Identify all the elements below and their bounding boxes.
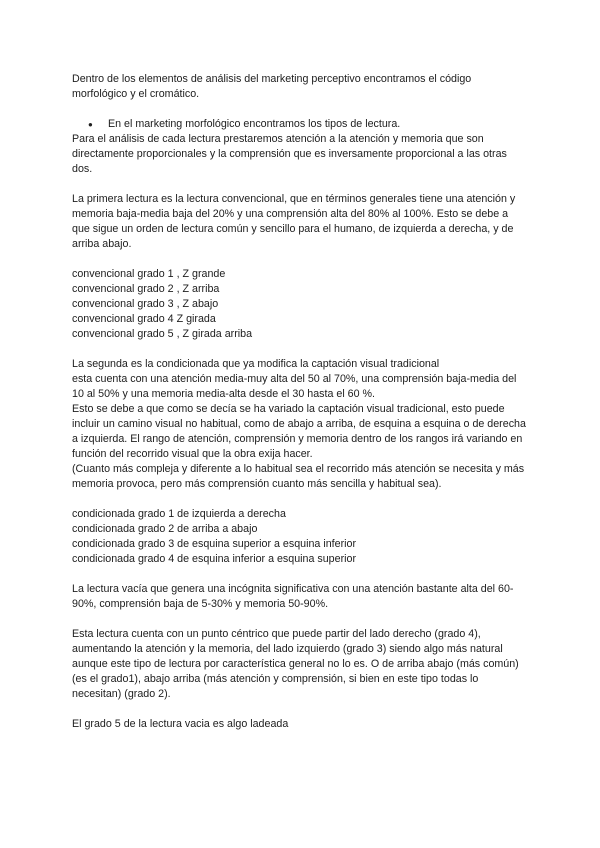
bullet-dot-icon: ● (88, 120, 93, 129)
list-item: convencional grado 1 , Z grande (72, 268, 226, 280)
segunda-paragraph-4: (Cuanto más compleja y diferente a lo habitual sea el recorrido más atención se necesita y más memoria provoca, pero más comprensión cuanto más sencilla y habitual sea). (72, 463, 525, 490)
convencional-list (72, 267, 528, 342)
segunda-paragraph-3: Esto se debe a que como se decía se ha variado la captación visual tradicional, esto puede incluir un camino visual no habitual, como de abajo a arriba, de esquina a esquina o de derecha a izquierda. El rango de atención, comprensión y memoria dentro de los rangos irá variando en función del recorrido visual que la obra exija hacer. (72, 403, 526, 460)
condicionada-list (72, 507, 528, 567)
list-item: condicionada grado 3 de esquina superior a esquina inferior (72, 538, 357, 550)
segunda-paragraph-1: La segunda es la condicionada que ya modifica la captación visual tradicional (72, 358, 440, 370)
list-item: convencional grado 3 , Z abajo (72, 298, 219, 310)
list-item: convencional grado 5 , Z girada arriba (72, 328, 253, 340)
list-item: condicionada grado 2 de arriba a abajo (72, 523, 258, 535)
bullet-item (72, 117, 528, 132)
bullet-text: En el marketing morfológico encontramos los tipos de lectura. (108, 118, 401, 130)
list-item: condicionada grado 1 de izquierda a derecha (72, 508, 286, 520)
grado5-paragraph: El grado 5 de la lectura vacia es algo ladeada (72, 718, 289, 730)
list-item: condicionada grado 4 de esquina inferior a esquina superior (72, 553, 357, 565)
centrico-paragraph: Esta lectura cuenta con un punto céntrico que puede partir del lado derecho (grado 4), aumentando la atención y la memoria, del lado izquierdo (grado 3) siendo algo más natural aunque este tipo de lectura por característica general no lo es. O de arriba abajo (más común) (es el grado1), abajo arriba (más atención y comprensión, si bien en este tipo todas lo necesitan) (grado 2). (72, 628, 519, 700)
primera-paragraph: La primera lectura es la lectura convencional, que en términos generales tiene una atención y memoria baja-media baja del 20% y una comprensión alta del 80% al 100%. Esto se debe a que sigue un orden de lectura común y sencillo para el humano, de izquierda a derecha, y de arriba abajo. (72, 193, 516, 250)
document-page (72, 72, 528, 732)
vacia-paragraph: La lectura vacía que genera una incógnita significativa con una atención bastante alta del 60-90%, comprensión baja de 5-30% y memoria 50-90%. (72, 583, 514, 610)
list-item: convencional grado 4 Z girada (72, 313, 216, 325)
analysis-paragraph: Para el análisis de cada lectura prestaremos atención a la atención y memoria que son directamente proporcionales y la comprensión que es inversamente proporcional a las otras dos. (72, 133, 507, 175)
list-item: convencional grado 2 , Z arriba (72, 283, 220, 295)
intro-paragraph: Dentro de los elementos de análisis del marketing perceptivo encontramos el código morfológico y el cromático. (72, 73, 472, 100)
segunda-paragraph-2: esta cuenta con una atención media-muy alta del 50 al 70%, una comprensión baja-media del 10 al 50% y una memoria media-alta desde el 30 hasta el 60 %. (72, 373, 517, 400)
